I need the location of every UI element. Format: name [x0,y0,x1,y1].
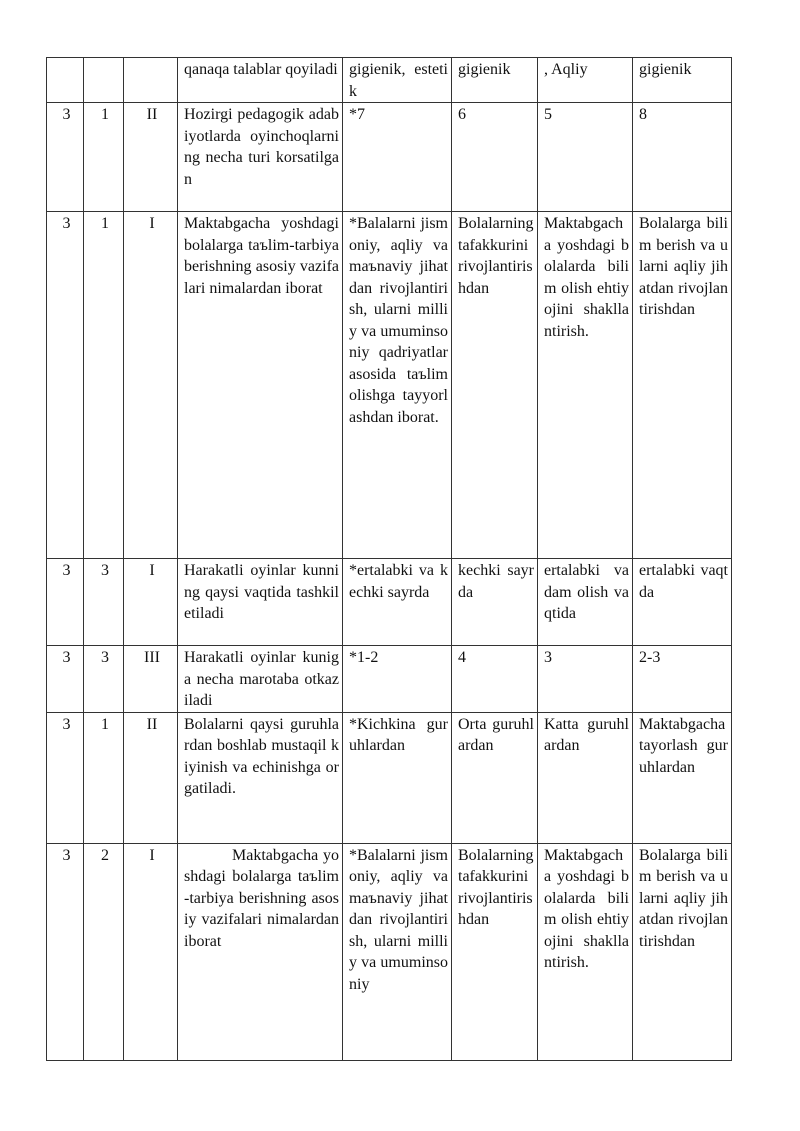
table-row [47,712,732,843]
answer-option-2-cell: Bolalarning tafakkurini rivojlantirishdan [452,843,538,1060]
question-cell: Hozirgi pedagogik adabiyotlarda oyinchoqlarning necha turi korsatilgan [178,103,343,212]
topic-cell: 1 [84,103,124,212]
answer-option-2-cell: Bolalarning tafakkurini rivojlantirishdan [452,212,538,559]
answer-option-2-cell: kechki sayrda [452,559,538,646]
answer-correct-cell: *1-2 [343,646,452,713]
question-cell: qanaqa talablar qoyiladi [178,58,343,103]
answer-option-4-cell: ertalabki vaqtda [633,559,732,646]
answer-option-2-cell: 4 [452,646,538,713]
question-cell: Maktabgacha yoshdagi bolalarga taъlim-tarbiya berishning asosiy vazifalari nimalardan iborat [178,212,343,559]
answer-option-4-cell: 8 [633,103,732,212]
answer-option-3-cell: 5 [538,103,633,212]
table-row [47,646,732,713]
answer-correct-cell: *Balalarni jismoniy, aqliy va maъnaviy jihatdan rivojlantirish, ularni milliy va umuminsoniy qadriyatlar asosida taъlim olishga tayyorlashdan iborat. [343,212,452,559]
answer-option-4-cell: Bolalarga bilim berish va ularni aqliy jihatdan rivojlantirishdan [633,843,732,1060]
topic-cell: 3 [84,559,124,646]
table-row [47,212,732,559]
answer-option-3-cell: Katta guruhlardan [538,712,633,843]
topic-cell: 1 [84,212,124,559]
level-cell: II [124,103,178,212]
answer-option-4-cell: 2-3 [633,646,732,713]
question-cell [178,843,343,1060]
points-cell: 3 [47,103,84,212]
topic-cell [84,58,124,103]
answer-option-2-cell: gigienik [452,58,538,103]
answer-option-3-cell: , Aqliy [538,58,633,103]
level-cell: I [124,559,178,646]
points-cell: 3 [47,212,84,559]
answer-correct-cell: *7 [343,103,452,212]
answer-option-4-cell: gigienik [633,58,732,103]
answer-option-2-cell: Orta guruhlardan [452,712,538,843]
answer-option-2-cell: 6 [452,103,538,212]
answer-correct-cell: *Kichkina guruhlardan [343,712,452,843]
question-text: Maktabgacha yoshdagi bolalarga taъlim-tarbiya berishning asosiy vazifalari nimalardan iborat [184,846,339,950]
answer-option-3-cell: Maktabgacha yoshdagi bolalarda bilim olish ehtiyojini shakllantirish. [538,843,633,1060]
points-cell: 3 [47,559,84,646]
topic-cell: 2 [84,843,124,1060]
topic-cell: 1 [84,712,124,843]
answer-correct-cell: *ertalabki va kechki sayrda [343,559,452,646]
answer-option-3-cell: 3 [538,646,633,713]
table-row [47,559,732,646]
table-row [47,58,732,103]
points-cell: 3 [47,843,84,1060]
topic-cell: 3 [84,646,124,713]
answer-correct-cell: gigienik, estetik [343,58,452,103]
points-cell: 3 [47,712,84,843]
points-cell: 3 [47,646,84,713]
answer-option-3-cell: Maktabgacha yoshdagi bolalarda bilim olish ehtiyojini shakllantirish. [538,212,633,559]
level-cell: I [124,212,178,559]
question-cell: Bolalarni qaysi guruhlardan boshlab mustaqil kiyinish va echinishga orgatiladi. [178,712,343,843]
level-cell: III [124,646,178,713]
table-row [47,103,732,212]
answer-correct-cell: *Balalarni jismoniy, aqliy va maъnaviy jihatdan rivojlantirish, ularni milliy va umuminsoniy [343,843,452,1060]
answer-option-3-cell: ertalabki va dam olish vaqtida [538,559,633,646]
level-cell: II [124,712,178,843]
question-cell: Harakatli oyinlar kuniga necha marotaba otkaziladi [178,646,343,713]
level-cell [124,58,178,103]
questions-table [46,57,732,1061]
level-cell: I [124,843,178,1060]
answer-option-4-cell: Maktabgacha tayorlash guruhlardan [633,712,732,843]
points-cell [47,58,84,103]
table-row [47,843,732,1060]
question-cell: Harakatli oyinlar kunning qaysi vaqtida tashkil etiladi [178,559,343,646]
answer-option-4-cell: Bolalarga bilim berish va ularni aqliy jihatdan rivojlantirishdan [633,212,732,559]
